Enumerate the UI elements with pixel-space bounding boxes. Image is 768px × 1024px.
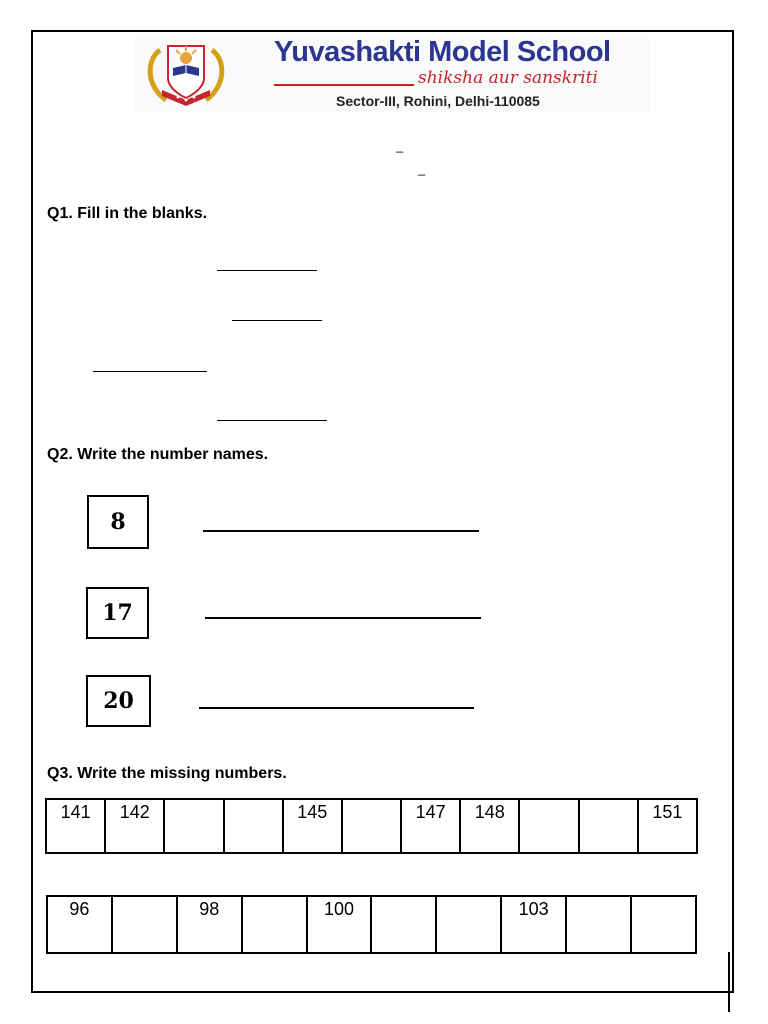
sequence-cell: 96 <box>47 896 112 953</box>
sequence-blank-cell[interactable] <box>371 896 436 953</box>
number-name-answer-line[interactable] <box>205 617 481 619</box>
school-address: Sector-III, Rohini, Delhi-110085 <box>336 93 540 109</box>
fill-blank-line[interactable] <box>93 371 207 372</box>
sequence-cell: 145 <box>283 799 342 853</box>
number-name-answer-line[interactable] <box>199 707 474 709</box>
sequence-blank-cell[interactable] <box>242 896 307 953</box>
sequence-cell: 148 <box>460 799 519 853</box>
school-name: Yuvashakti Model School <box>274 36 611 68</box>
number-box: 17 <box>86 587 149 639</box>
school-tagline: shiksha aur sanskriti <box>418 68 598 88</box>
margin-mark <box>728 952 730 1012</box>
sequence-blank-cell[interactable] <box>164 799 223 853</box>
sequence-blank-cell[interactable] <box>342 799 401 853</box>
number-box: 8 <box>87 495 149 549</box>
sequence-blank-cell[interactable] <box>436 896 501 953</box>
question-3-title: Q3. Write the missing numbers. <box>47 765 287 782</box>
sequence-blank-cell[interactable] <box>579 799 638 853</box>
fill-blank-line[interactable] <box>232 320 322 321</box>
sequence-cell: 141 <box>46 799 105 853</box>
question-2-title: Q2. Write the number names. <box>47 446 269 463</box>
sequence-cell: 100 <box>307 896 372 953</box>
sequence-blank-cell[interactable] <box>224 799 283 853</box>
fill-blank-line[interactable] <box>217 270 317 271</box>
dash-mark: _ <box>418 161 426 176</box>
sequence-blank-cell[interactable] <box>631 896 696 953</box>
fill-blank-line[interactable] <box>217 420 327 421</box>
sequence-blank-cell[interactable] <box>519 799 578 853</box>
question-1-title: Q1. Fill in the blanks. <box>47 205 208 222</box>
school-logo-icon <box>140 38 232 108</box>
number-name-answer-line[interactable] <box>203 530 479 532</box>
sequence-cell: 103 <box>501 896 566 953</box>
sequence-blank-cell[interactable] <box>566 896 631 953</box>
sequence-cell: 98 <box>177 896 242 953</box>
tagline-rule <box>274 84 414 86</box>
missing-numbers-table-2 <box>46 895 697 954</box>
missing-numbers-table-1 <box>45 798 698 854</box>
dash-mark: _ <box>396 138 404 153</box>
number-box: 20 <box>86 675 151 727</box>
sequence-cell: 151 <box>638 799 697 853</box>
sequence-cell: 142 <box>105 799 164 853</box>
sequence-blank-cell[interactable] <box>112 896 177 953</box>
sequence-cell: 147 <box>401 799 460 853</box>
